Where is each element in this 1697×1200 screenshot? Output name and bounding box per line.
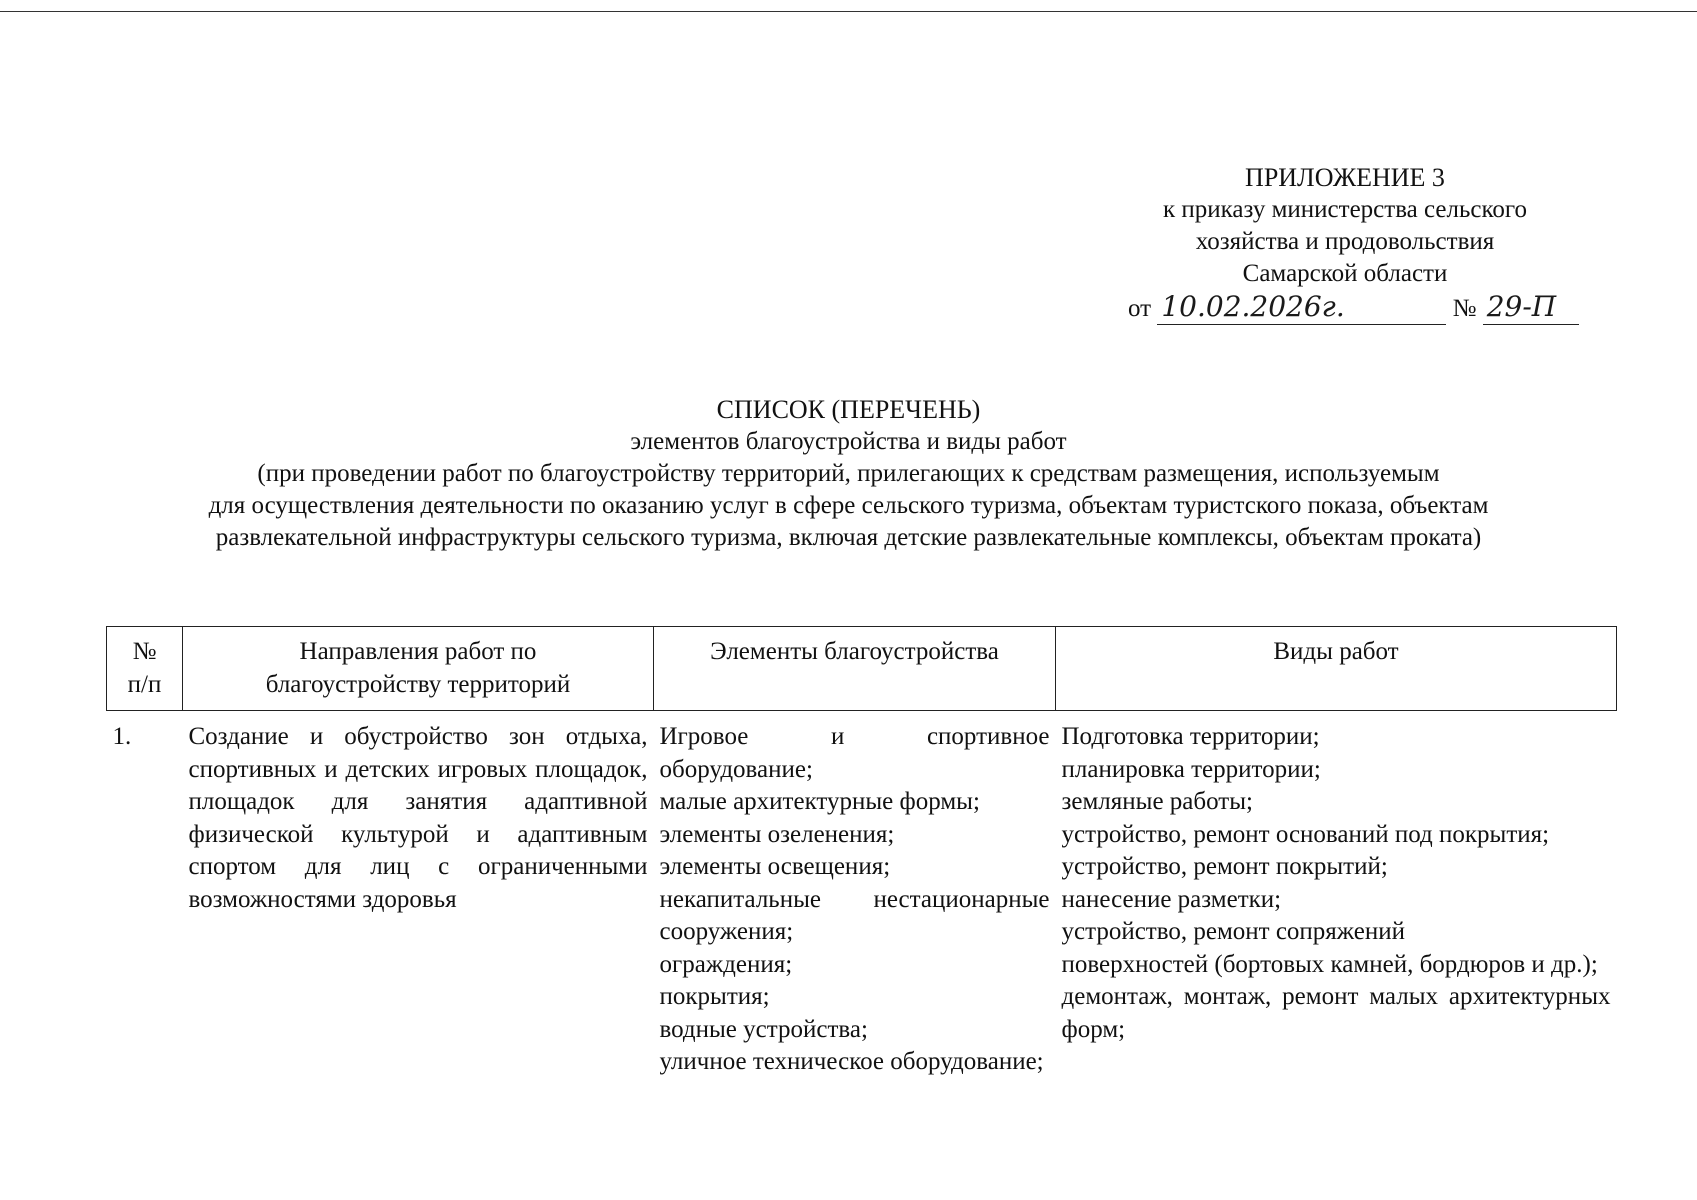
number-field (1483, 292, 1579, 325)
work-item: демонтаж, монтаж, ремонт малых архитектурных форм; (1061, 983, 1611, 1043)
element-item: уличное техническое оборудование; (659, 1048, 1044, 1075)
header-direction-line-1: Направления работ по (299, 638, 537, 665)
element-item: некапитальные нестационарные сооружения; (659, 885, 1050, 945)
work-item: устройство, ремонт покрытий; (1061, 853, 1388, 880)
work-item: земляные работы; (1061, 788, 1253, 815)
work-item: устройство, ремонт сопряжений (1061, 918, 1405, 945)
appendix-line-2: хозяйства и продовольствия (1195, 228, 1495, 255)
row-num: 1. (112, 723, 132, 750)
work-item: устройство, ремонт оснований под покрытия; (1061, 820, 1550, 848)
table-header-row (107, 627, 1617, 711)
heading-line-3: развлекательной инфраструктуры сельского туризма, включая детские развлекательные комплексы, объектам проката) (215, 524, 1482, 551)
header-num-line-1: № (132, 638, 157, 665)
handwritten-date: 10.02.2026г. (1161, 290, 1345, 323)
heading-subtitle: элементов благоустройства и виды работ (630, 428, 1067, 455)
header-elements: Элементы благоустройства (654, 627, 1056, 711)
order-reference (1128, 292, 1588, 325)
header-num-line-2: п/п (127, 670, 162, 698)
number-prefix: № (1452, 295, 1477, 322)
element-item: водные устройства; (659, 1015, 868, 1043)
heading-line-2: для осуществления деятельности по оказанию услуг в сфере сельского туризма, объектам туристского показа, объектам (208, 492, 1489, 519)
date-field (1157, 292, 1446, 325)
header-direction-line-2: благоустройству территорий (265, 670, 571, 698)
date-prefix: от (1128, 295, 1152, 322)
work-item: Подготовка территории; (1061, 723, 1320, 750)
work-item: планировка территории; (1061, 755, 1321, 783)
row-works (1056, 711, 1617, 1079)
appendix-line-1: к приказу министерства сельского (1162, 196, 1527, 223)
header-num (107, 627, 183, 711)
appendix-line-3: Самарской области (1242, 260, 1448, 287)
top-border-line (0, 11, 1697, 12)
element-item: покрытия; (659, 983, 770, 1010)
element-item: Игровое и спортивное оборудование; (659, 723, 1050, 783)
appendix-block (1110, 162, 1580, 323)
heading-title: СПИСОК (ПЕРЕЧЕНЬ) (716, 395, 981, 424)
work-item: нанесение разметки; (1061, 885, 1282, 913)
row-elements (654, 711, 1056, 1079)
header-works: Виды работ (1056, 627, 1617, 711)
row-direction: Создание и обустройство зон отдыха, спортивных и детских игровых площадок, площадок для занятия адаптивной физической культурой и адаптивным спортом для лиц с ограниченными возможностями здоровья (188, 723, 648, 913)
heading-line-1: (при проведении работ по благоустройству территорий, прилегающих к средствам размещения, используемым (257, 460, 1440, 487)
element-item: ограждения; (659, 950, 793, 978)
header-direction (183, 627, 654, 711)
element-item: элементы освещения; (659, 853, 891, 880)
works-table (106, 626, 1617, 1079)
appendix-title: ПРИЛОЖЕНИЕ 3 (1245, 163, 1445, 192)
handwritten-number: 29-П (1486, 290, 1557, 323)
element-item: малые архитектурные формы; (659, 788, 980, 815)
element-item: элементы озеленения; (659, 820, 895, 848)
work-item: поверхностей (бортовых камней, бордюров и др.); (1061, 950, 1598, 978)
document-heading (100, 394, 1597, 554)
table-row (107, 711, 1617, 1079)
